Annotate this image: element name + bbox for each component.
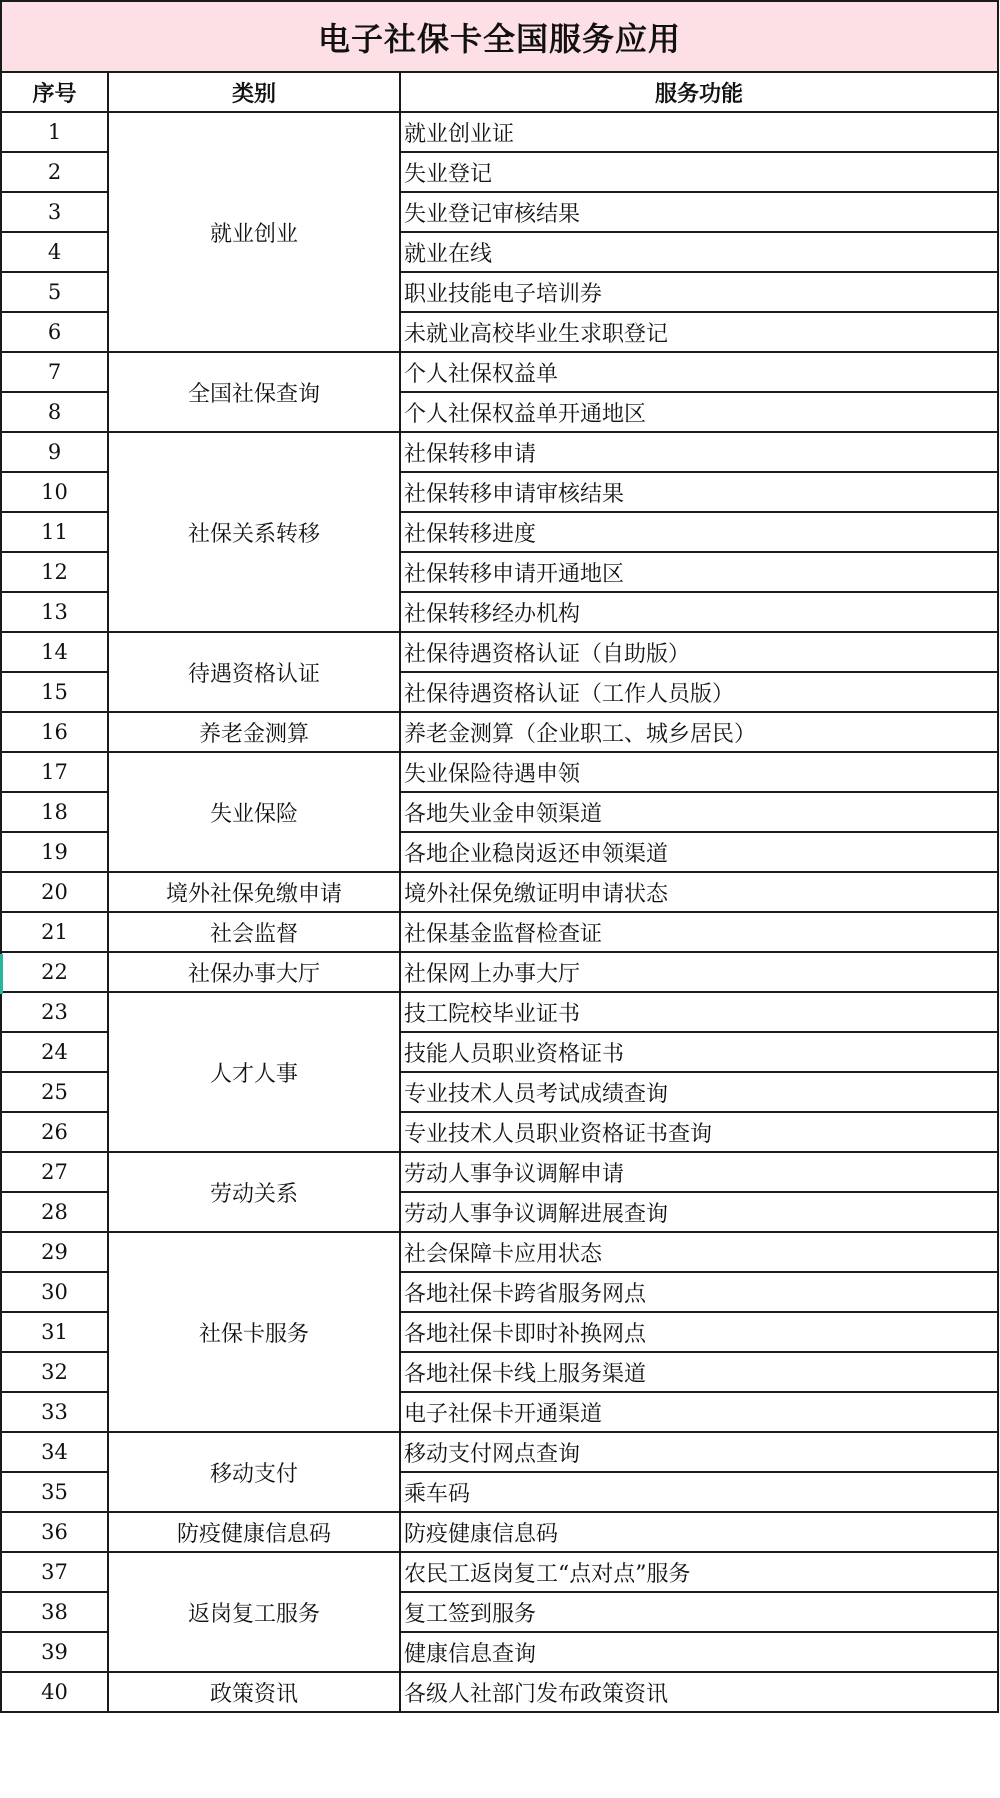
category-cell: 养老金测算 [108, 712, 400, 752]
page-title: 电子社保卡全国服务应用 [1, 1, 998, 72]
row-index: 38 [1, 1592, 108, 1632]
column-header-index: 序号 [1, 72, 108, 112]
table-row [1, 712, 998, 752]
row-index: 7 [1, 352, 108, 392]
table-row [1, 352, 998, 392]
category-cell: 返岗复工服务 [108, 1552, 400, 1672]
service-cell: 技能人员职业资格证书 [400, 1032, 998, 1072]
service-cell: 失业登记审核结果 [400, 192, 998, 232]
category-cell: 社保关系转移 [108, 432, 400, 632]
service-cell: 社保转移申请审核结果 [400, 472, 998, 512]
row-index: 20 [1, 872, 108, 912]
row-index: 35 [1, 1472, 108, 1512]
row-index: 22 [1, 952, 108, 992]
service-cell: 劳动人事争议调解申请 [400, 1152, 998, 1192]
service-cell: 养老金测算（企业职工、城乡居民） [400, 712, 998, 752]
row-index: 37 [1, 1552, 108, 1592]
row-index: 21 [1, 912, 108, 952]
service-cell: 社保待遇资格认证（工作人员版） [400, 672, 998, 712]
category-cell: 全国社保查询 [108, 352, 400, 432]
row-index: 31 [1, 1312, 108, 1352]
service-cell: 各地社保卡即时补换网点 [400, 1312, 998, 1352]
service-cell: 未就业高校毕业生求职登记 [400, 312, 998, 352]
category-cell: 防疫健康信息码 [108, 1512, 400, 1552]
row-index: 10 [1, 472, 108, 512]
service-cell: 个人社保权益单开通地区 [400, 392, 998, 432]
row-index: 16 [1, 712, 108, 752]
table-row [1, 112, 998, 152]
row-index: 30 [1, 1272, 108, 1312]
table-body [1, 112, 998, 1712]
table-row [1, 752, 998, 792]
table-row [1, 1152, 998, 1192]
category-cell: 境外社保免缴申请 [108, 872, 400, 912]
service-cell: 各地企业稳岗返还申领渠道 [400, 832, 998, 872]
service-cell: 电子社保卡开通渠道 [400, 1392, 998, 1432]
row-index: 24 [1, 1032, 108, 1072]
service-cell: 就业创业证 [400, 112, 998, 152]
category-cell: 移动支付 [108, 1432, 400, 1512]
row-index: 36 [1, 1512, 108, 1552]
service-cell: 境外社保免缴证明申请状态 [400, 872, 998, 912]
service-cell: 个人社保权益单 [400, 352, 998, 392]
category-cell: 就业创业 [108, 112, 400, 352]
table-row [1, 632, 998, 672]
row-index: 1 [1, 112, 108, 152]
service-cell: 社保转移进度 [400, 512, 998, 552]
row-index: 27 [1, 1152, 108, 1192]
table-row [1, 1432, 998, 1472]
row-index: 5 [1, 272, 108, 312]
service-cell: 劳动人事争议调解进展查询 [400, 1192, 998, 1232]
row-index: 9 [1, 432, 108, 472]
category-cell: 劳动关系 [108, 1152, 400, 1232]
row-index: 26 [1, 1112, 108, 1152]
service-cell: 社保转移申请 [400, 432, 998, 472]
row-index: 15 [1, 672, 108, 712]
table-row [1, 1672, 998, 1712]
row-index: 6 [1, 312, 108, 352]
row-index: 19 [1, 832, 108, 872]
row-index: 12 [1, 552, 108, 592]
table-row [1, 1512, 998, 1552]
service-cell: 社保转移申请开通地区 [400, 552, 998, 592]
service-cell: 各地社保卡线上服务渠道 [400, 1352, 998, 1392]
service-cell: 复工签到服务 [400, 1592, 998, 1632]
service-cell: 健康信息查询 [400, 1632, 998, 1672]
row-index: 11 [1, 512, 108, 552]
service-cell: 专业技术人员职业资格证书查询 [400, 1112, 998, 1152]
category-cell: 社会监督 [108, 912, 400, 952]
service-cell: 防疫健康信息码 [400, 1512, 998, 1552]
service-cell: 各地失业金申领渠道 [400, 792, 998, 832]
table-row [1, 1232, 998, 1272]
table-row [1, 992, 998, 1032]
row-index: 25 [1, 1072, 108, 1112]
row-index: 40 [1, 1672, 108, 1712]
row-index: 32 [1, 1352, 108, 1392]
category-cell: 政策资讯 [108, 1672, 400, 1712]
category-cell: 待遇资格认证 [108, 632, 400, 712]
row-index: 18 [1, 792, 108, 832]
row-index: 3 [1, 192, 108, 232]
row-index: 2 [1, 152, 108, 192]
table-row [1, 952, 998, 992]
service-cell: 农民工返岗复工“点对点”服务 [400, 1552, 998, 1592]
service-cell: 各地社保卡跨省服务网点 [400, 1272, 998, 1312]
row-index: 29 [1, 1232, 108, 1272]
service-cell: 职业技能电子培训券 [400, 272, 998, 312]
service-cell: 社保基金监督检查证 [400, 912, 998, 952]
service-cell: 社保转移经办机构 [400, 592, 998, 632]
category-cell: 失业保险 [108, 752, 400, 872]
table-row [1, 872, 998, 912]
category-cell: 社保办事大厅 [108, 952, 400, 992]
service-cell: 失业保险待遇申领 [400, 752, 998, 792]
row-index: 28 [1, 1192, 108, 1232]
row-marker [0, 954, 3, 994]
service-cell: 社会保障卡应用状态 [400, 1232, 998, 1272]
service-cell: 就业在线 [400, 232, 998, 272]
table-row [1, 1552, 998, 1592]
row-index: 23 [1, 992, 108, 1032]
category-cell: 社保卡服务 [108, 1232, 400, 1432]
service-cell: 社保待遇资格认证（自助版） [400, 632, 998, 672]
service-cell: 乘车码 [400, 1472, 998, 1512]
row-index: 33 [1, 1392, 108, 1432]
row-index: 14 [1, 632, 108, 672]
table-row [1, 912, 998, 952]
service-cell: 移动支付网点查询 [400, 1432, 998, 1472]
service-cell: 各级人社部门发布政策资讯 [400, 1672, 998, 1712]
row-index: 17 [1, 752, 108, 792]
service-cell: 失业登记 [400, 152, 998, 192]
row-index: 8 [1, 392, 108, 432]
service-cell: 技工院校毕业证书 [400, 992, 998, 1032]
column-header-service: 服务功能 [400, 72, 998, 112]
column-header-category: 类别 [108, 72, 400, 112]
row-index: 34 [1, 1432, 108, 1472]
service-cell: 社保网上办事大厅 [400, 952, 998, 992]
table-row [1, 432, 998, 472]
service-cell: 专业技术人员考试成绩查询 [400, 1072, 998, 1112]
category-cell: 人才人事 [108, 992, 400, 1152]
row-index: 13 [1, 592, 108, 632]
row-index: 39 [1, 1632, 108, 1672]
row-index: 4 [1, 232, 108, 272]
